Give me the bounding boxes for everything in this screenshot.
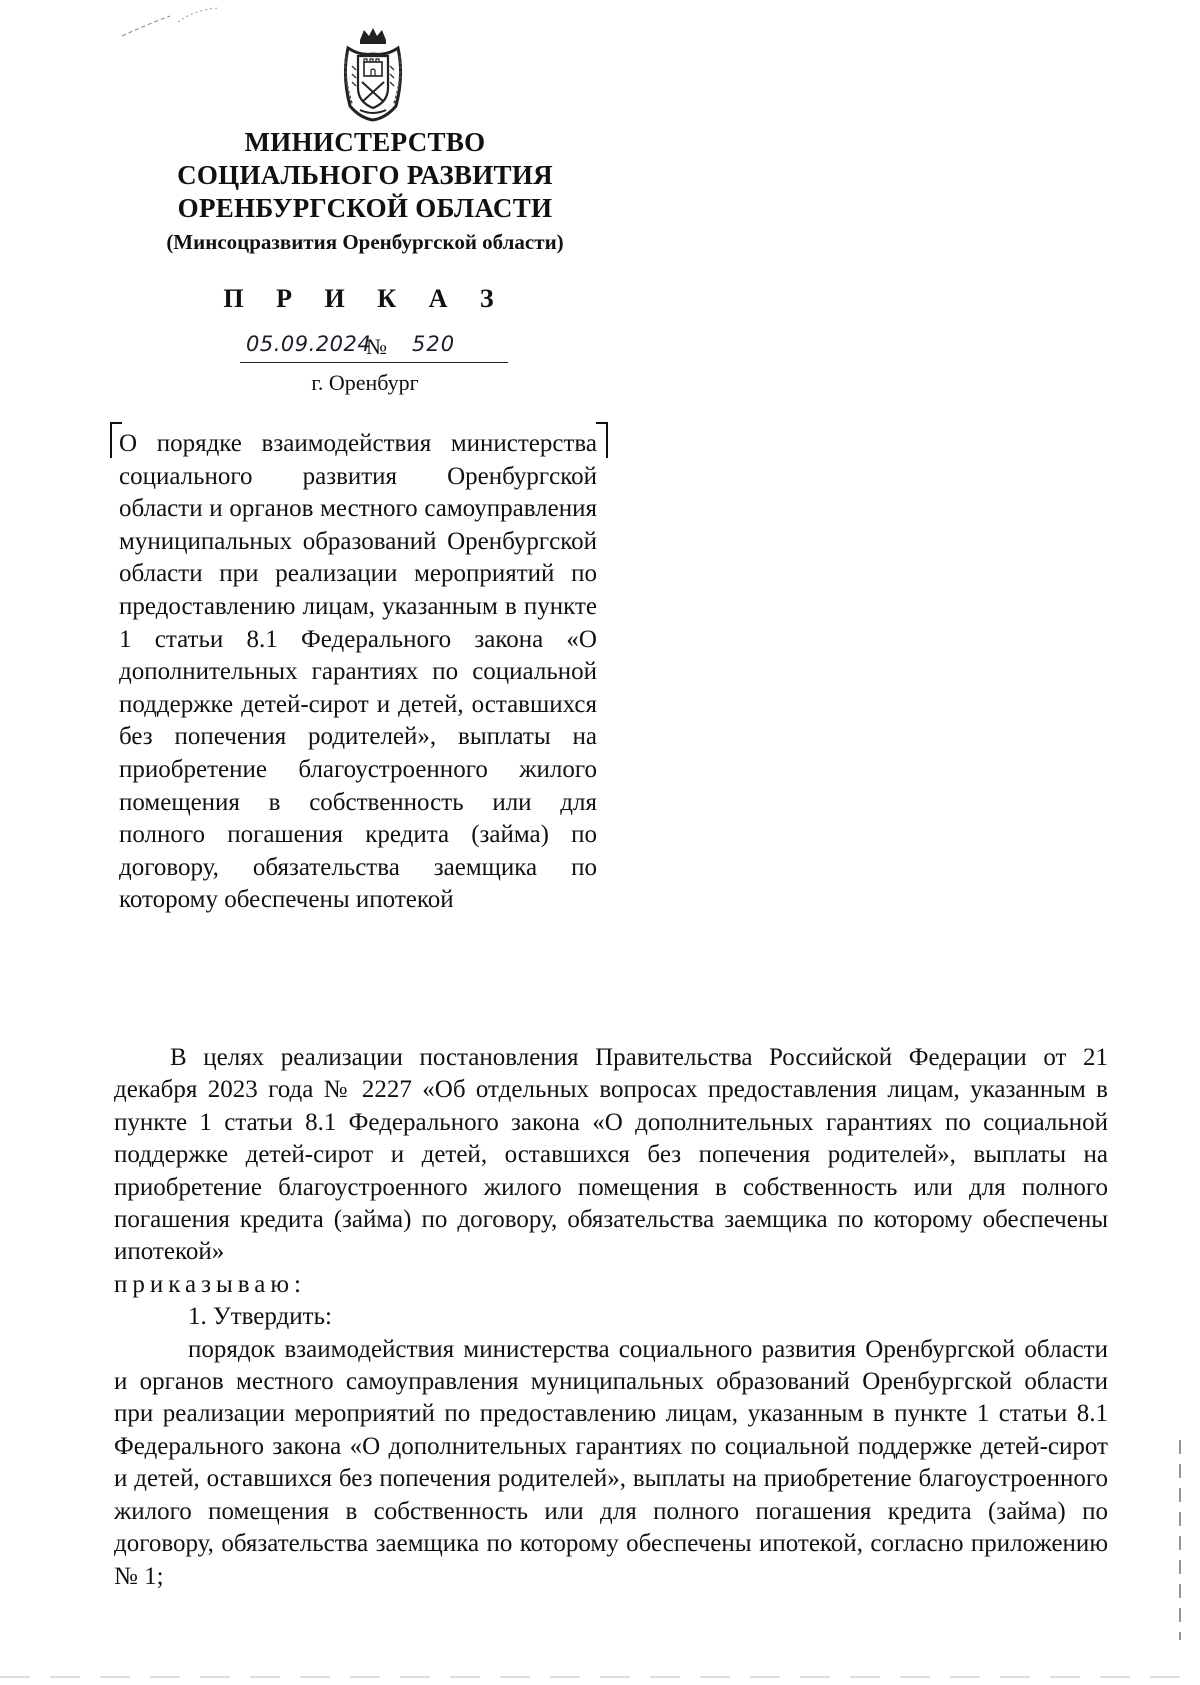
scan-edge-icon [1176, 1440, 1184, 1640]
decree-word: приказываю: [114, 1270, 306, 1298]
scan-bottom-edge-icon [0, 1674, 1200, 1680]
document-city: г. Оренбург [311, 370, 419, 395]
item-1-heading: 1. Утвердить: [188, 1303, 332, 1331]
subject-bracket-right [596, 422, 608, 458]
document-body [114, 1042, 1108, 1593]
number-sign: № [366, 334, 387, 359]
ministry-header [110, 126, 620, 257]
document-type-title: П Р И К А З [223, 284, 507, 313]
preamble-text: В целях реализации постановления Правительства Российской Федерации от 21 декабря 2023 года № 2227 «Об отдельных вопросах предоставления лицам, указанным в пункте 1 статьи 8.1 Федерального закона «О дополнительных гарантиях по социальной поддержке детей-сирот и детей, оставшихся без попечения родителей», выплаты на приобретение благоустроенного жилого помещения в собственность или для полного погашения кредита (займа) по договору, обязательства заемщика по которому обеспечены ипотекой» [114, 1044, 1108, 1266]
ministry-name-line: ОРЕНБУРГСКОЙ ОБЛАСТИ [177, 193, 553, 223]
ministry-name-line: СОЦИАЛЬНОГО РАЗВИТИЯ [177, 160, 553, 190]
ministry-name-line: МИНИСТЕРСТВО [244, 127, 486, 157]
document-date: 05.09.2024 [246, 332, 372, 356]
body-preamble [114, 1042, 1108, 1269]
decree-line [114, 1269, 1108, 1301]
date-number-line [240, 330, 508, 363]
item-1-text: порядок взаимодействия министерства социального развития Оренбургской области и органов местного самоуправления муниципальных образований Оренбургской области при реализации мероприятий по предоставлению лицам, указанным в пункте 1 статьи 8.1 Федерального закона «О дополнительных гарантиях по социальной поддержке детей-сирот и детей, оставшихся без попечения родителей», выплаты на приобретение благоустроенного жилого помещения в собственность или для полного погашения кредита (займа) по договору, обязательства заемщика по которому обеспечены ипотекой, согласно приложению № 1; [114, 1335, 1108, 1590]
document-subject: О порядке взаимодействия министерства социального развития Оренбургской области и органов местного самоуправления муниципальных образований Оренбургской области при реализации мероприятий по предоставлению лицам, указанным в пункте 1 статьи 8.1 Федерального закона «О дополнительных гарантиях по социальной поддержке детей-сирот и детей, оставшихся без попечения родителей», выплаты на приобретение благоустроенного жилого помещения в собственность или для полного погашения кредита (займа) по договору, обязательства заемщика по которому обеспечены ипотекой [119, 430, 597, 914]
ministry-short-name: (Минсоцразвития Оренбургской области) [166, 230, 564, 254]
coat-of-arms-icon [340, 26, 406, 122]
document-number: 520 [412, 332, 456, 356]
scan-artifact-icon [118, 0, 228, 44]
